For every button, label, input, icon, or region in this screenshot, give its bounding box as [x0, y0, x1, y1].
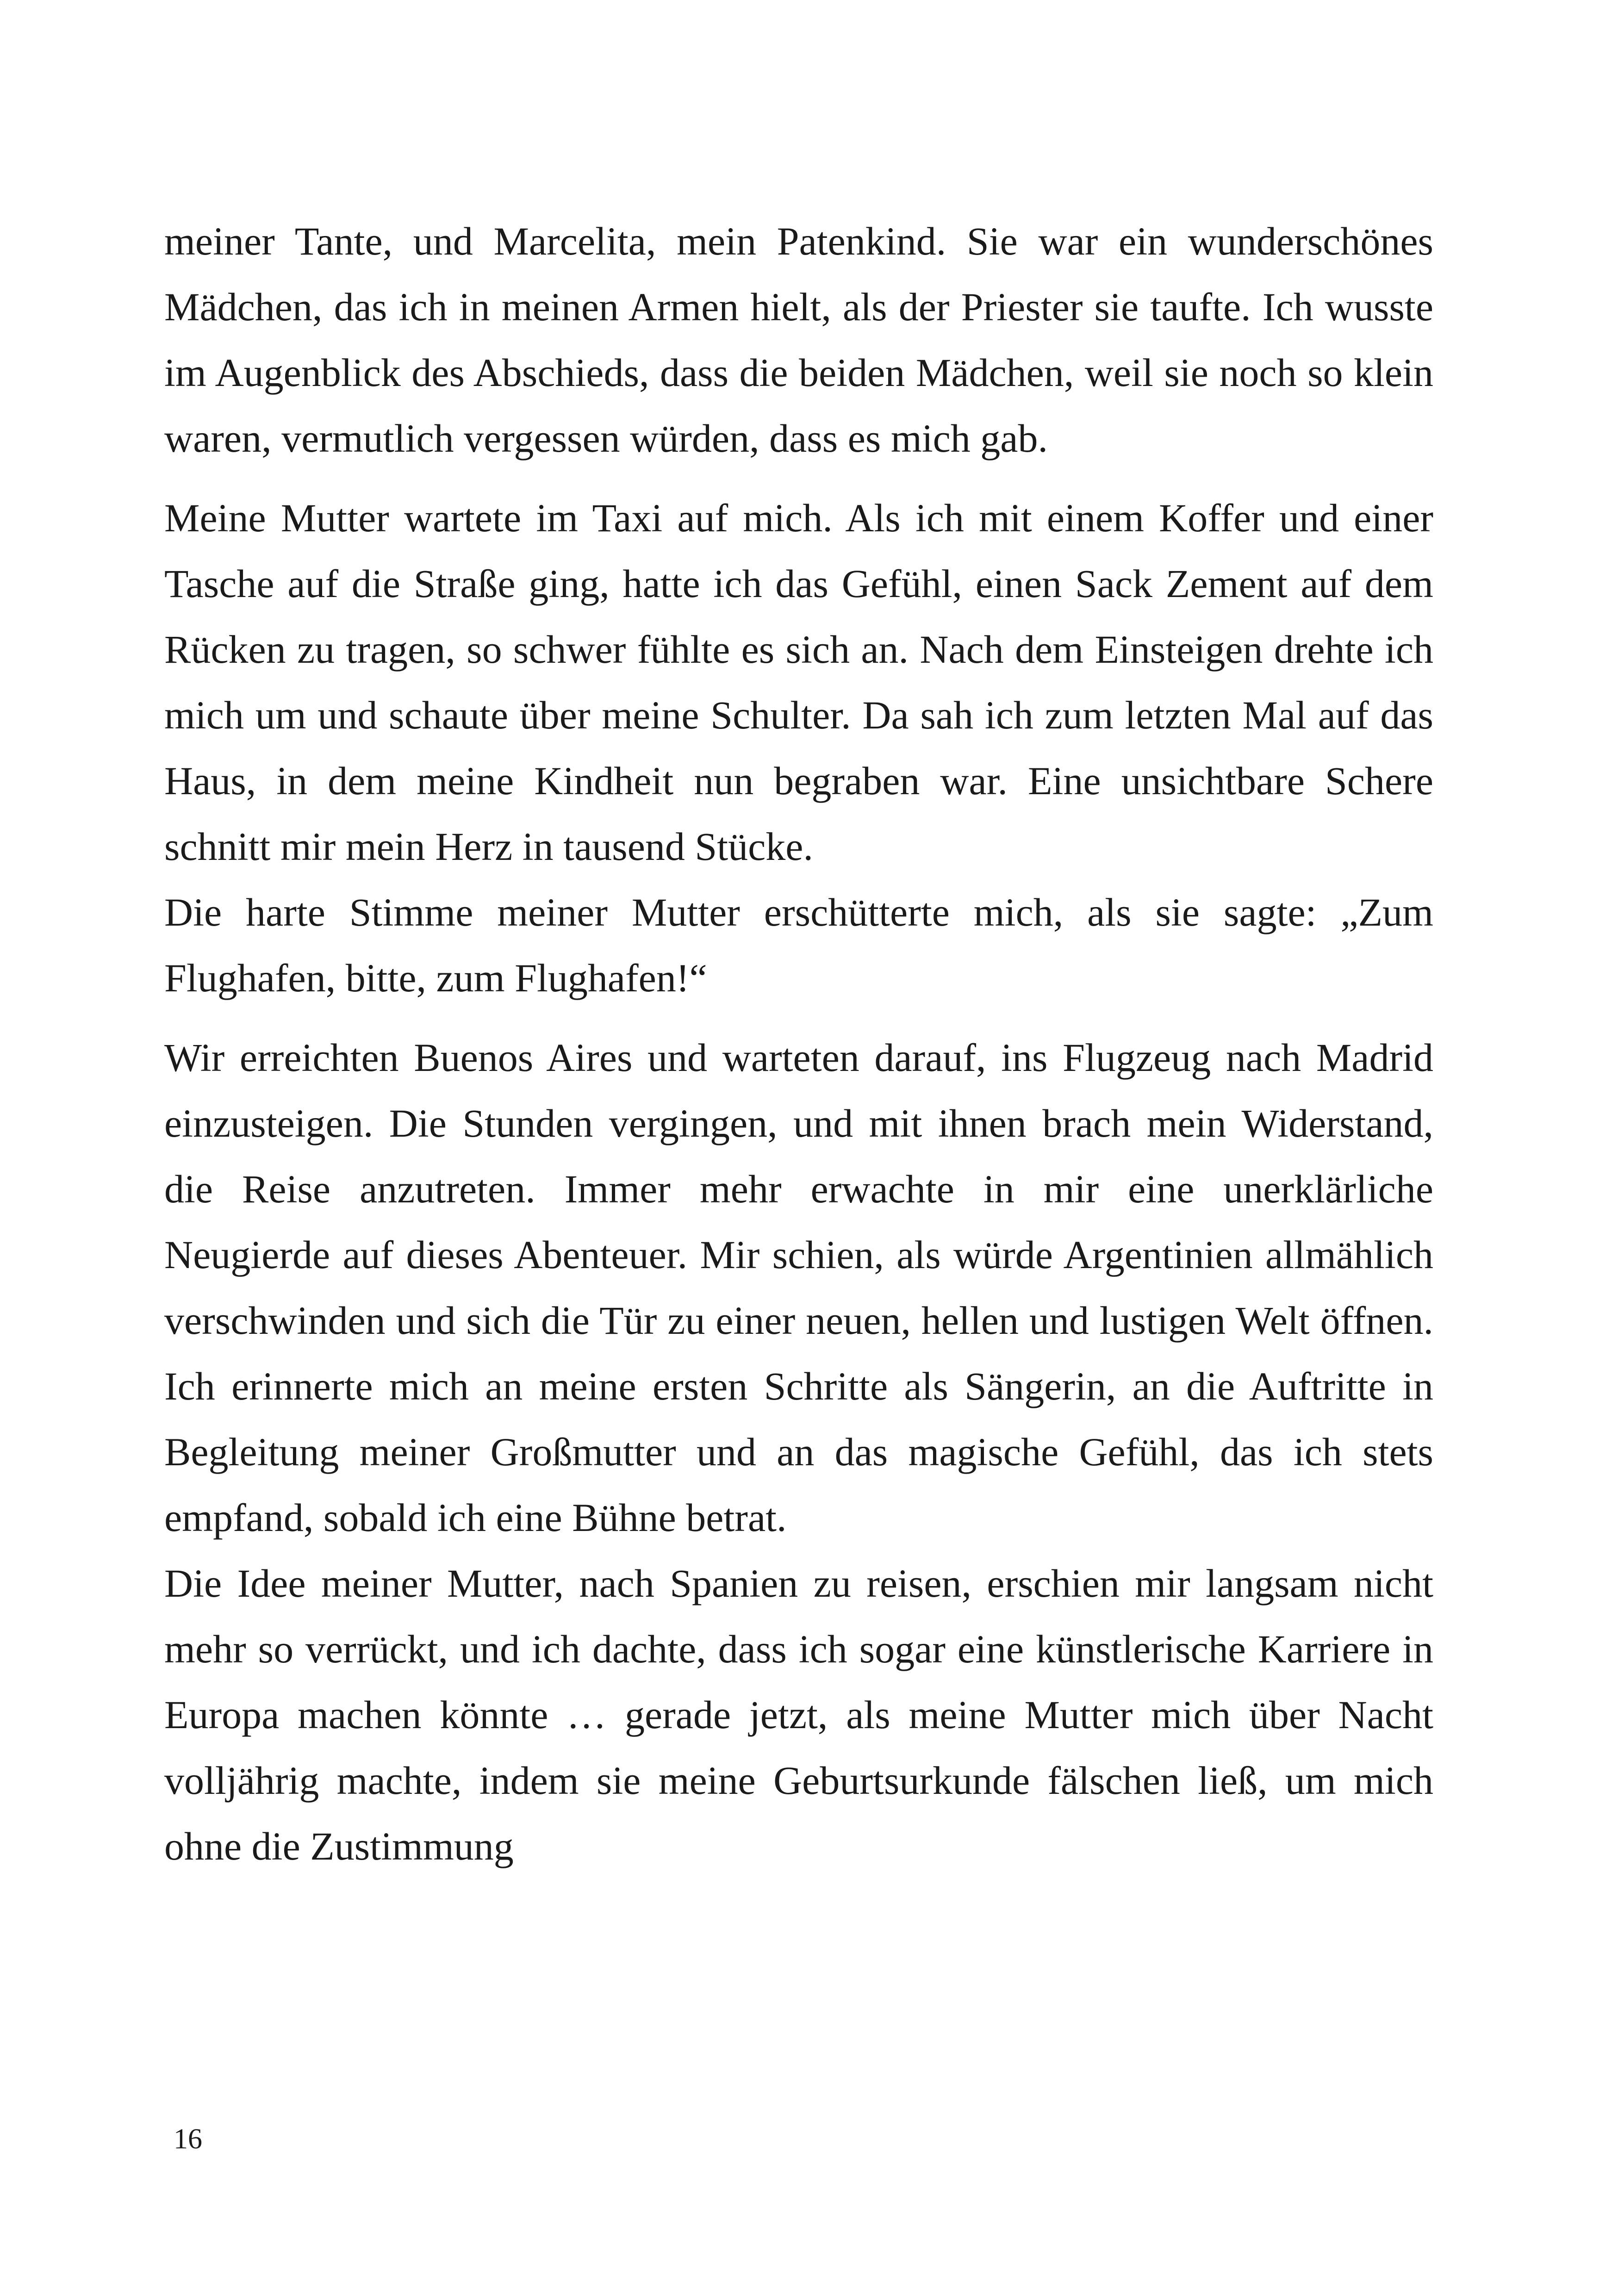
page-number: 16 [174, 2123, 202, 2155]
paragraph-4: Wir erreichten Buenos Aires und warteten darauf, ins Flugzeug nach Madrid einzusteigen. Die Stunden vergingen, und mit ihnen brach mein Widerstand, die Reise anzutreten. Immer mehr erwachte in mir eine unerklärliche Neugierde auf dieses Abenteuer. Mir schien, als würde Argentinien allmählich verschwinden und sich die Tür zu einer neuen, hellen und lustigen Welt öffnen. Ich erinnerte mich an meine ersten Schritte als Sängerin, an die Auftritte in Begleitung meiner Großmutter und an das magische Gefühl, das ich stets empfand, sobald ich eine Bühne betrat. [164, 1035, 1433, 1540]
paragraph-5: Die Idee meiner Mutter, nach Spanien zu reisen, erschien mir langsam nicht mehr so verrückt, und ich dachte, dass ich sogar eine künstlerische Karriere in Europa machen könnte … gerade jetzt, als meine Mutter mich über Nacht volljährig machte, indem sie meine Geburtsurkunde fälschen ließ, um mich ohne die Zustimmung [164, 1561, 1433, 1868]
body-text [164, 208, 1433, 1879]
paragraph-2: Meine Mutter wartete im Taxi auf mich. Als ich mit einem Koffer und einer Tasche auf die Straße ging, hatte ich das Gefühl, einen Sack Zement auf dem Rücken zu tragen, so schwer fühlte es sich an. Nach dem Einsteigen drehte ich mich um und schaute über meine Schulter. Da sah ich zum letzten Mal auf das Haus, in dem meine Kindheit nun begraben war. Eine unsichtbare Schere schnitt mir mein Herz in tausend Stücke. [164, 496, 1433, 869]
paragraph-3: Die harte Stimme meiner Mutter erschütterte mich, als sie sagte: „Zum Flughafen, bitte, zum Flughafen!“ [164, 890, 1433, 1000]
paragraph-1: meiner Tante, und Marcelita, mein Patenkind. Sie war ein wunderschönes Mädchen, das ich in meinen Armen hielt, als der Priester sie taufte. Ich wusste im Augenblick des Abschieds, dass die beiden Mädchen, weil sie noch so klein waren, vermutlich vergessen würden, dass es mich gab. [164, 219, 1433, 460]
